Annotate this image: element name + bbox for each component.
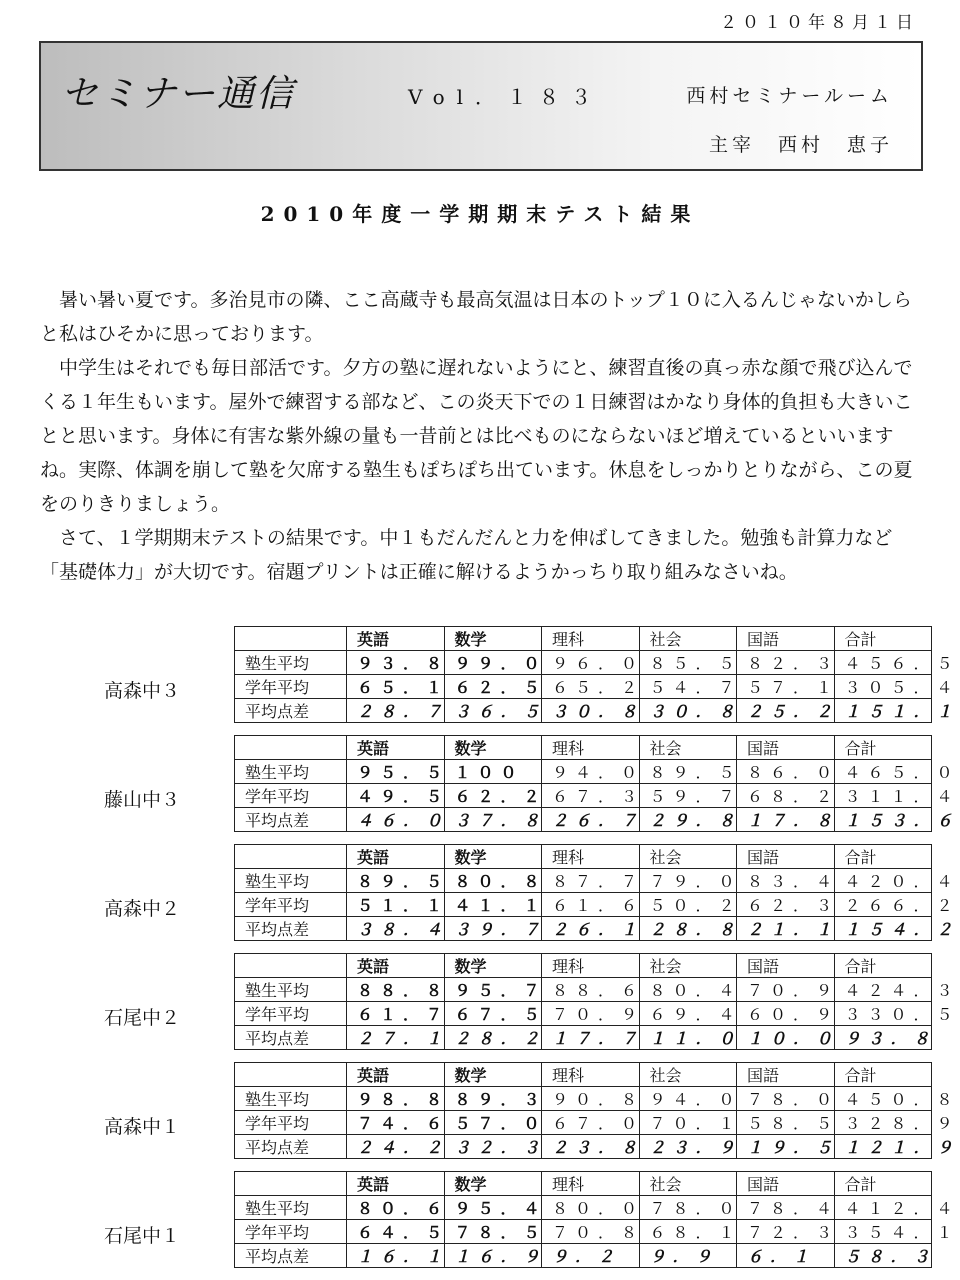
score-diff-cell: １９．５	[737, 1135, 835, 1159]
subject-header: 社会	[639, 736, 737, 760]
subject-header: 理科	[542, 954, 640, 978]
subject-header: 数学	[444, 1172, 542, 1196]
row-label: 学年平均	[235, 1220, 347, 1244]
table-corner-cell	[235, 954, 347, 978]
score-cell: ６７．５	[444, 1002, 542, 1026]
score-diff-cell: ５８．３	[834, 1244, 932, 1268]
newsletter-date: ２０１０年８月１日	[720, 13, 918, 33]
score-cell: ６５．１	[347, 675, 445, 699]
school-score-group	[0, 953, 960, 1056]
table-row	[235, 808, 932, 832]
score-cell: ９９．０	[444, 651, 542, 675]
subject-header: 数学	[444, 1063, 542, 1087]
subject-header: 合計	[834, 954, 932, 978]
score-diff-cell: ２８．２	[444, 1026, 542, 1050]
subject-header: 国語	[737, 1063, 835, 1087]
table-corner-cell	[235, 627, 347, 651]
row-label: 学年平均	[235, 893, 347, 917]
score-cell: ５０．２	[639, 893, 737, 917]
row-label: 平均点差	[235, 699, 347, 723]
table-row	[235, 675, 932, 699]
score-diff-cell: ２８．８	[639, 917, 737, 941]
score-cell: ７０．９	[542, 1002, 640, 1026]
score-diff-cell: １６．１	[347, 1244, 445, 1268]
score-cell: ６５．２	[542, 675, 640, 699]
table-row	[235, 1196, 932, 1220]
score-cell: ７９．０	[639, 869, 737, 893]
score-table	[234, 953, 960, 1050]
score-cell: ６２．３	[737, 893, 835, 917]
subject-header: 数学	[444, 736, 542, 760]
score-cell: ９０．８	[542, 1087, 640, 1111]
score-diff-cell: ３０．８	[542, 699, 640, 723]
score-cell: ５７．１	[737, 675, 835, 699]
score-cell: ８６．０	[737, 760, 835, 784]
score-cell: ８０．６	[347, 1196, 445, 1220]
subject-header: 理科	[542, 736, 640, 760]
table-row	[235, 651, 932, 675]
score-diff-cell: ２５．２	[737, 699, 835, 723]
row-label: 塾生平均	[235, 651, 347, 675]
score-diff-cell: ９．９	[639, 1244, 737, 1268]
subject-header: 社会	[639, 1063, 737, 1087]
score-cell: ５９．７	[639, 784, 737, 808]
score-table	[234, 626, 960, 723]
score-cell: ５８．５	[737, 1111, 835, 1135]
score-cell: ５７．０	[444, 1111, 542, 1135]
subject-header: 理科	[542, 845, 640, 869]
score-table	[234, 735, 960, 832]
row-label: 平均点差	[235, 917, 347, 941]
row-label: 塾生平均	[235, 978, 347, 1002]
table-row	[235, 1111, 932, 1135]
score-cell: ８８．８	[347, 978, 445, 1002]
subject-header: 国語	[737, 627, 835, 651]
score-table	[234, 1062, 960, 1159]
score-cell: ３１１．４	[834, 784, 932, 808]
table-row	[235, 760, 932, 784]
subject-header: 国語	[737, 736, 835, 760]
score-diff-cell: ２６．７	[542, 808, 640, 832]
score-cell: ２６６．２	[834, 893, 932, 917]
score-diff-cell: ２３．９	[639, 1135, 737, 1159]
row-label: 平均点差	[235, 1026, 347, 1050]
school-score-group	[0, 1062, 960, 1165]
score-cell: ４５６．５	[834, 651, 932, 675]
volume-number: Vol．１８３	[408, 85, 604, 109]
table-row	[235, 1087, 932, 1111]
school-name: 藤山中３	[103, 789, 180, 811]
subject-header: 社会	[639, 627, 737, 651]
document-heading: 2010年度一学期期末テスト結果	[260, 202, 700, 226]
score-cell: ４５０．８	[834, 1087, 932, 1111]
score-cell: ６８．１	[639, 1220, 737, 1244]
score-cell: ６４．５	[347, 1220, 445, 1244]
table-row	[235, 784, 932, 808]
subject-header: 合計	[834, 1063, 932, 1087]
row-label: 学年平均	[235, 784, 347, 808]
score-cell: ９６．０	[542, 651, 640, 675]
score-cell: ６７．３	[542, 784, 640, 808]
score-diff-cell: １６．９	[444, 1244, 542, 1268]
score-diff-cell: １１．０	[639, 1026, 737, 1050]
score-diff-cell: １０．０	[737, 1026, 835, 1050]
score-cell: ７０．１	[639, 1111, 737, 1135]
table-corner-cell	[235, 1172, 347, 1196]
subject-header: 英語	[347, 845, 445, 869]
row-label: 学年平均	[235, 675, 347, 699]
score-cell: ６２．２	[444, 784, 542, 808]
score-cell: ８３．４	[737, 869, 835, 893]
subject-header: 合計	[834, 845, 932, 869]
subject-header: 社会	[639, 1172, 737, 1196]
score-cell: ４２４．３	[834, 978, 932, 1002]
score-diff-cell: ２８．７	[347, 699, 445, 723]
paragraph: 暑い暑い夏です。多治見市の隣、ここ高蔵寺も最高気温は日本のトップ１０に入るんじゃないかしらと私はひそかに思っております。	[40, 289, 912, 345]
table-row	[235, 978, 932, 1002]
score-cell: ８０．８	[444, 869, 542, 893]
score-diff-cell: １５４．２	[834, 917, 932, 941]
table-corner-cell	[235, 736, 347, 760]
table-row	[235, 917, 932, 941]
score-cell: ３５４．１	[834, 1220, 932, 1244]
score-cell: ４１．１	[444, 893, 542, 917]
table-row	[235, 1244, 932, 1268]
paragraph: 中学生はそれでも毎日部活です。夕方の塾に遅れないようにと、練習直後の真っ赤な顔で飛び込んでくる１年生もいます。屋外で練習する部など、この炎天下での１日練習はかなり身体的負担も大きいことと思います。身体に有害な紫外線の量も一昔前とは比べものにならないほど増えているといいますね。実際、体調を崩して塾を欠席する塾生もぽちぽち出ています。休息をしっかりとりながら、この夏をのりきりましょう。	[40, 357, 913, 515]
table-header-row	[235, 627, 932, 651]
score-cell: ３０５．４	[834, 675, 932, 699]
organization-name: 西村セミナールーム	[686, 85, 893, 107]
table-row	[235, 893, 932, 917]
table-header-row	[235, 736, 932, 760]
school-name: 石尾中１	[103, 1225, 180, 1247]
score-diff-cell: ２４．２	[347, 1135, 445, 1159]
score-diff-cell: ９３．８	[834, 1026, 932, 1050]
score-cell: ９８．８	[347, 1087, 445, 1111]
table-row	[235, 1135, 932, 1159]
score-diff-cell: １２１．９	[834, 1135, 932, 1159]
table-corner-cell	[235, 845, 347, 869]
subject-header: 理科	[542, 627, 640, 651]
school-score-group	[0, 1171, 960, 1274]
score-diff-cell: ２６．１	[542, 917, 640, 941]
subject-header: 理科	[542, 1172, 640, 1196]
subject-header: 数学	[444, 954, 542, 978]
newsletter-title: セミナー通信	[61, 72, 295, 115]
score-cell: ９５．５	[347, 760, 445, 784]
subject-header: 国語	[737, 845, 835, 869]
table-row	[235, 1002, 932, 1026]
score-cell: ３３０．５	[834, 1002, 932, 1026]
score-cell: ７２．３	[737, 1220, 835, 1244]
paragraph: さて、１学期期末テストの結果です。中１もだんだんと力を伸ばしてきました。勉強も計算力など「基礎体力」が大切です。宿題プリントは正確に解けるようかっちり取り組みなさいね。	[40, 527, 893, 583]
score-diff-cell: ６．１	[737, 1244, 835, 1268]
score-diff-cell: ９．２	[542, 1244, 640, 1268]
score-cell: ８９．５	[639, 760, 737, 784]
table-header-row	[235, 1172, 932, 1196]
table-row	[235, 699, 932, 723]
score-diff-cell: ３０．８	[639, 699, 737, 723]
school-name: 高森中１	[103, 1116, 180, 1138]
score-cell: ７４．６	[347, 1111, 445, 1135]
score-diff-cell: ２１．１	[737, 917, 835, 941]
subject-header: 理科	[542, 1063, 640, 1087]
subject-header: 社会	[639, 845, 737, 869]
row-label: 平均点差	[235, 808, 347, 832]
score-diff-cell: ３８．４	[347, 917, 445, 941]
score-cell: ９５．４	[444, 1196, 542, 1220]
row-label: 塾生平均	[235, 760, 347, 784]
author-name: 主宰 西村 恵子	[708, 134, 893, 156]
score-diff-cell: ３６．５	[444, 699, 542, 723]
score-diff-cell: ４６．０	[347, 808, 445, 832]
score-cell: ７０．８	[542, 1220, 640, 1244]
score-cell: ８０．０	[542, 1196, 640, 1220]
score-cell: ８０．４	[639, 978, 737, 1002]
table-row	[235, 1220, 932, 1244]
score-cell: ９３．８	[347, 651, 445, 675]
score-cell: ６８．２	[737, 784, 835, 808]
subject-header: 合計	[834, 736, 932, 760]
score-cell: ８８．６	[542, 978, 640, 1002]
score-cell: ８９．５	[347, 869, 445, 893]
score-diff-cell: １７．７	[542, 1026, 640, 1050]
score-diff-cell: ２３．８	[542, 1135, 640, 1159]
score-cell: ６７．０	[542, 1111, 640, 1135]
row-label: 学年平均	[235, 1111, 347, 1135]
school-name: 石尾中２	[103, 1007, 180, 1029]
score-table	[234, 844, 960, 941]
score-cell: ９４．０	[639, 1087, 737, 1111]
row-label: 平均点差	[235, 1244, 347, 1268]
score-cell: ６２．５	[444, 675, 542, 699]
score-diff-cell: １５１．１	[834, 699, 932, 723]
score-diff-cell: ２９．８	[639, 808, 737, 832]
row-label: 塾生平均	[235, 869, 347, 893]
subject-header: 合計	[834, 1172, 932, 1196]
score-cell: ６０．９	[737, 1002, 835, 1026]
newsletter-header	[39, 41, 923, 171]
subject-header: 合計	[834, 627, 932, 651]
subject-header: 英語	[347, 1172, 445, 1196]
table-row	[235, 1026, 932, 1050]
score-cell: ７８．０	[639, 1196, 737, 1220]
score-diff-cell: ３７．８	[444, 808, 542, 832]
score-cell: ４１２．４	[834, 1196, 932, 1220]
score-cell: ５１．１	[347, 893, 445, 917]
school-name: 高森中３	[103, 680, 180, 702]
row-label: 平均点差	[235, 1135, 347, 1159]
score-cell: ８２．３	[737, 651, 835, 675]
score-cell: ４６５．０	[834, 760, 932, 784]
subject-header: 数学	[444, 627, 542, 651]
score-cell: ７８．０	[737, 1087, 835, 1111]
table-header-row	[235, 845, 932, 869]
subject-header: 国語	[737, 954, 835, 978]
subject-header: 数学	[444, 845, 542, 869]
score-cell: ４９．５	[347, 784, 445, 808]
subject-header: 英語	[347, 627, 445, 651]
subject-header: 英語	[347, 954, 445, 978]
subject-header: 英語	[347, 736, 445, 760]
table-row	[235, 869, 932, 893]
school-score-group	[0, 626, 960, 729]
subject-header: 国語	[737, 1172, 835, 1196]
table-header-row	[235, 1063, 932, 1087]
score-cell: ７０．９	[737, 978, 835, 1002]
subject-header: 社会	[639, 954, 737, 978]
score-cell: ３２８．９	[834, 1111, 932, 1135]
score-cell: ８９．３	[444, 1087, 542, 1111]
score-cell: ６９．４	[639, 1002, 737, 1026]
subject-header: 英語	[347, 1063, 445, 1087]
score-cell: ７８．５	[444, 1220, 542, 1244]
score-table	[234, 1171, 960, 1268]
row-label: 学年平均	[235, 1002, 347, 1026]
score-diff-cell: ３９．７	[444, 917, 542, 941]
score-cell: ６１．７	[347, 1002, 445, 1026]
body-text	[40, 283, 926, 589]
score-cell: ４２０．４	[834, 869, 932, 893]
table-header-row	[235, 954, 932, 978]
score-cell: ８５．５	[639, 651, 737, 675]
score-diff-cell: ２７．１	[347, 1026, 445, 1050]
score-cell: ９５．７	[444, 978, 542, 1002]
score-cell: １００	[444, 760, 542, 784]
school-score-group	[0, 735, 960, 838]
row-label: 塾生平均	[235, 1196, 347, 1220]
score-diff-cell: １７．８	[737, 808, 835, 832]
table-corner-cell	[235, 1063, 347, 1087]
score-cell: ９４．０	[542, 760, 640, 784]
score-cell: ８７．７	[542, 869, 640, 893]
score-cell: ７８．４	[737, 1196, 835, 1220]
school-score-group	[0, 844, 960, 947]
score-cell: ５４．７	[639, 675, 737, 699]
row-label: 塾生平均	[235, 1087, 347, 1111]
score-cell: ６１．６	[542, 893, 640, 917]
score-diff-cell: ３２．３	[444, 1135, 542, 1159]
school-name: 高森中２	[103, 898, 180, 920]
score-diff-cell: １５３．６	[834, 808, 932, 832]
